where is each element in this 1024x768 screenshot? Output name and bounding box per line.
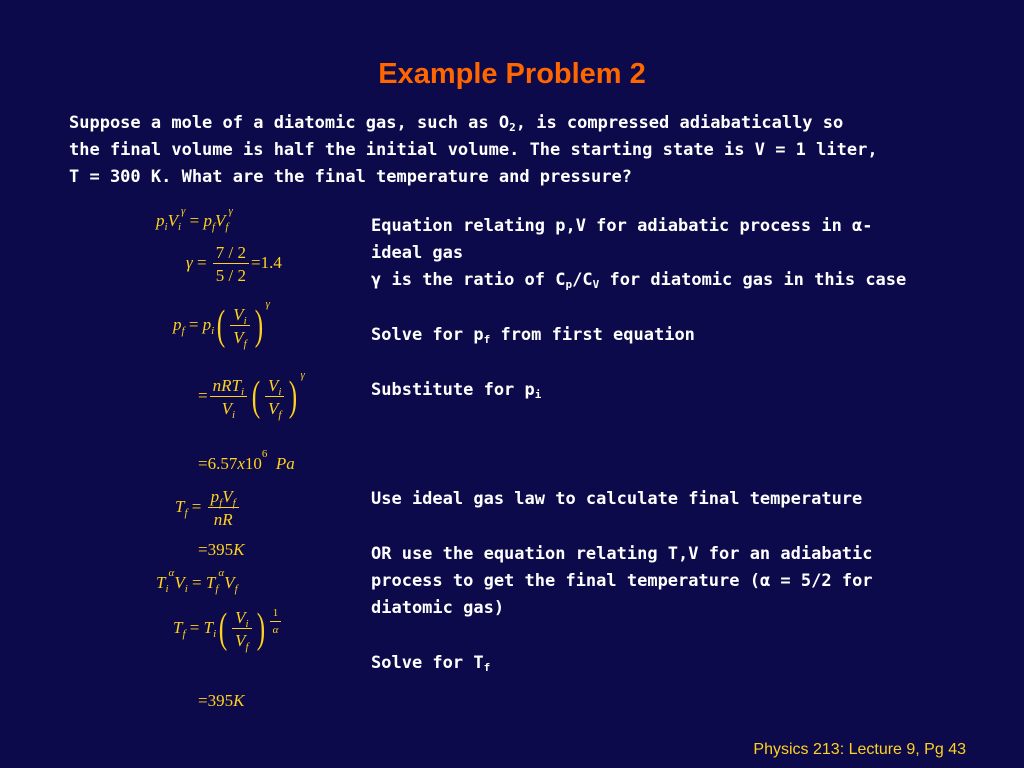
problem-line-2: the final volume is half the initial volume. The starting state is V = 1 liter, [69, 140, 878, 160]
note-adiabatic: Equation relating p,V for adiabatic process in α- ideal gas γ is the ratio of $C_p/C_V$ for diatomic gas in this case [371, 216, 907, 291]
problem-line-3: T = 300 K. What are the final temperature and pressure? [69, 167, 632, 187]
eq-pf-result: $=6.57x10^6$ Pa [198, 448, 295, 473]
eq-tf-ratio: $T_f = T_i$( $\frac{V_i}{V_f}$ ) $\frac{1}{\alpha}$ [173, 608, 283, 650]
note-tv-relation: OR use the equation relating T,V for an adiabatic process to get the final temperature (α = 5/2 for diatomic gas) [371, 544, 873, 618]
eq-tf-result-2: =395K [198, 691, 245, 710]
note-substitute-pi: Substitute for $p_i$ [371, 380, 542, 401]
eq-adiabatic-tv: $T_i^\alpha V_i = T_f^\alpha V_f$ [156, 567, 238, 595]
eq-gamma: γ = $\frac{7 / 2}{5 / 2}$ =1.4 [186, 243, 282, 285]
slide-title: Example Problem 2 [378, 58, 646, 90]
problem-line-1: Suppose a mole of a diatomic gas, such as $O_2$, is compressed adiabatically so [69, 113, 844, 134]
eq-adiabatic-pv: $p_iV_i^\gamma = p_fV_f^\gamma$ [156, 205, 233, 233]
note-ideal-gas: Use ideal gas law to calculate final temperature [371, 489, 863, 509]
note-solve-tf: Solve for $T_f$ [371, 653, 491, 674]
problem-statement [69, 110, 949, 191]
eq-tf-ideal-gas: $T_f$ = $\frac{p_fV_f}{nR}$ [175, 488, 241, 528]
note-solve-pf: Solve for $p_f$ from first equation [371, 325, 695, 346]
slide-footer: Physics 213: Lecture 9, Pg 43 [753, 741, 966, 758]
eq-tf-result-1: =395K [198, 540, 245, 559]
eq-pf-substituted: = $\frac{nRT_i}{V_i}$ ( $\frac{V_i}{V_f}$ ) $^\gamma$ [198, 369, 305, 421]
eq-pf-ratio: $p_f = p_i$( $\frac{V_i}{V_f}$ ) $^\gamma$ [173, 298, 271, 350]
